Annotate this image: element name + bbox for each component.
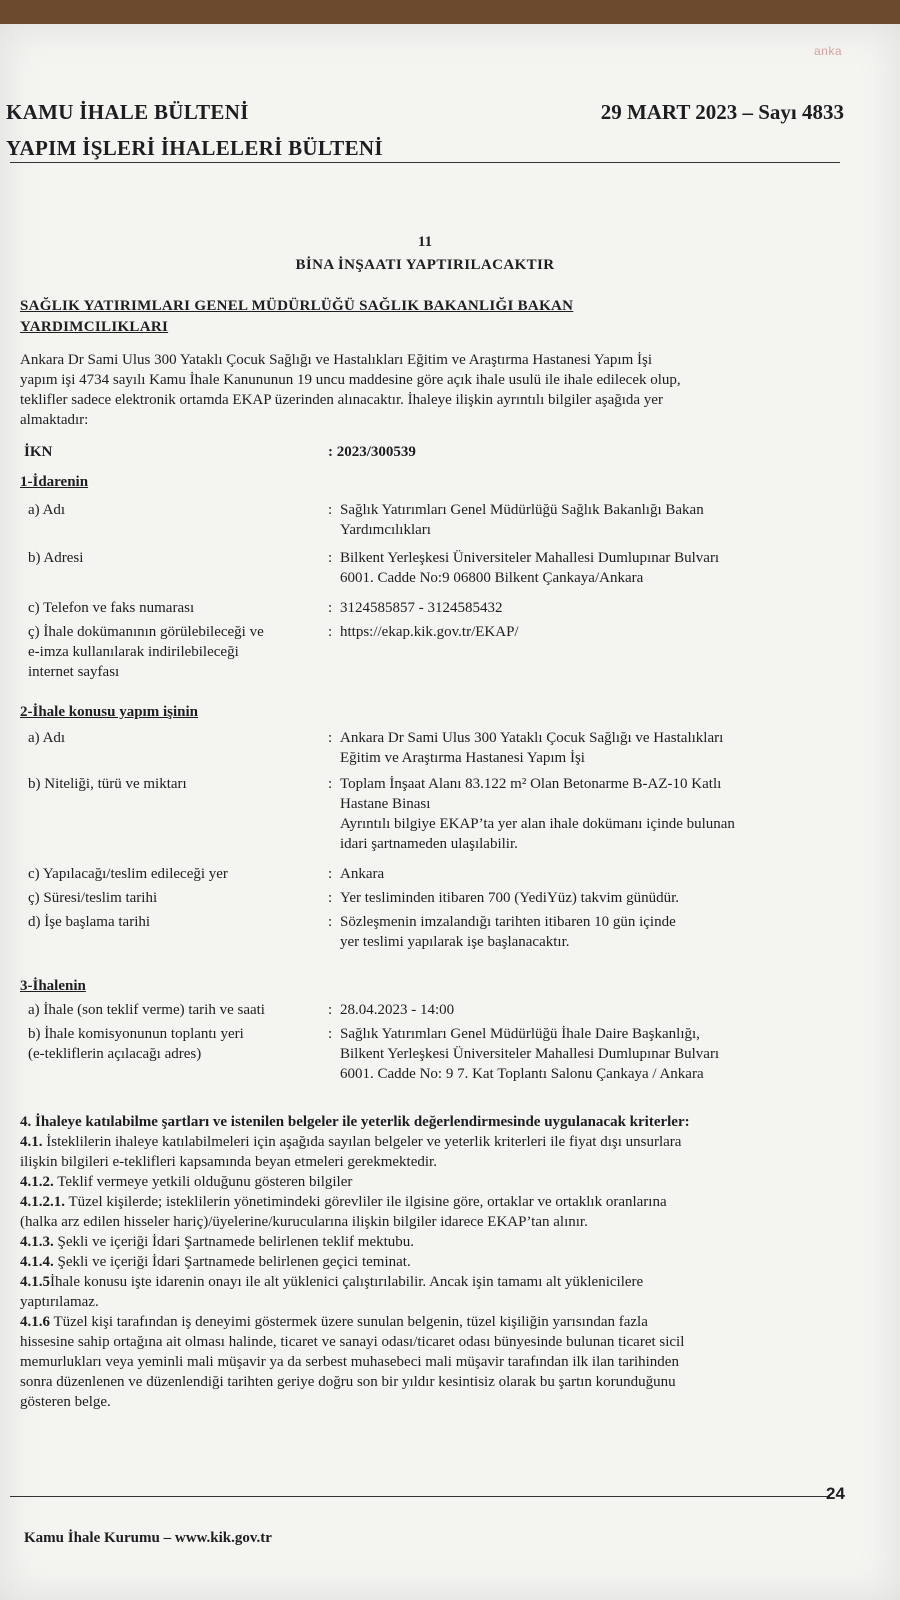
clause-4-1: 4.1. İsteklilerin ihaleye katılabilmeleri için aşağıda sayılan belgeler ve yeterlik kriterleri ile fiyat dışı unsurlara — [20, 1134, 682, 1150]
section-3-heading: 3-İhalenin — [20, 978, 86, 994]
ikn-label: İKN — [24, 444, 53, 460]
footer-divider — [10, 1496, 830, 1497]
page-number: 24 — [826, 1484, 845, 1503]
section-1-heading: 1-İdarenin — [20, 474, 89, 490]
clause-4-1-5: 4.1.5İhale konusu işte idarenin onayı ile alt yüklenici çalıştırılabilir. Ancak işin tamamı alt yüklenicilere — [20, 1274, 644, 1290]
clause-4-1-3: 4.1.3. Şekli ve içeriği İdari Şartnamede belirlenen teklif mektubu. — [20, 1234, 415, 1250]
agency-heading: SAĞLIK YATIRIMLARI GENEL MÜDÜRLÜĞÜ SAĞLIK BAKANLIĞI BAKAN YARDIMCILIKLARI — [20, 298, 574, 335]
ekap-link[interactable]: https://ekap.kik.gov.tr/EKAP/ — [340, 624, 519, 640]
issue-date: 29 MART 2023 – Sayı 4833 — [600, 100, 844, 124]
section-4-body: 4. İhaleye katılabilme şartları ve istenilen belgeler ile yeterlik değerlendirmesinde uygulanacak kriterler: 4.1. İsteklilerin ihaleye katılabilmeleri için aşağıda sayılan belgeler ve yeterlik kriterleri ile fiyat dışı unsurlara ilişkin bilgileri e-teklifleri kapsamında beyan etmeleri gerekmektedir. 4.1.2. Teklif vermeye yetkili olduğunu gösteren bilgiler 4.1.2.1. Tüzel kişilerde; isteklilerin yönetimindeki görevliler ile ilgisine göre, ortaklar ve ortaklık oranlarına (halka arz edilen hisseler hariç)/üyelerine/kurucularına ilişkin bilgiler idarece EKAP’tan alınır. 4.1.3. Şekli ve içeriği İdari Şartnamede belirlenen teklif mektubu. 4.1.4. Şekli ve içeriği İdari Şartnamede belirlenen geçici teminat. 4.1.5İhale konusu işte idarenin onayı ile alt yüklenici çalıştırılabilir. Ancak işin tamamı alt yüklenicilere yaptırılamaz. 4.1.6 Tüzel kişi tarafından iş deneyimi göstermek üzere sunulan belgenin, tüzel kişiliğin yarısından fazla hissesine sahip ortağına ait olması halinde, ticaret ve sanayi odası/ticaret odası bünyesinde bulunan ticaret sicil memurlukları veya yeminli mali müşavir ya da serbest muhasebeci mali müşavir tarafından ilk ilan tarihinden sonra düzenlenen ve düzenlendiği tarihten geriye doğru son bir yıldır kesintisiz olarak bu şartın korunduğunu gösteren belge. — [20, 1112, 850, 1412]
row-3b: b) İhale komisyonunun toplantı yeri (e-tekliflerin açılacağı adres) : Sağlık Yatırımları Genel Müdürlüğü İhale Daire Başkanlığı, Bilkent Yerleşkesi Üniversiteler Mahallesi Dumlupınar Bulvarı 6001. Cadde No: 9 7. Kat Toplantı Salonu Çankaya / Ankara — [28, 1026, 720, 1082]
row-2a: a) Adı : Ankara Dr Sami Ulus 300 Yataklı Çocuk Sağlığı ve Hastalıkları Eğitim ve Araştırma Hastanesi Yapım İşi — [28, 730, 724, 766]
row-2b: b) Niteliği, türü ve miktarı : Toplam İnşaat Alanı 83.122 m² Olan Betonarme B-AZ-10 Katlı Hastane Binası Ayrıntılı bilgiye EKAP’ta yer alan ihale dokümanı içinde bulunan idari şartnameden ulaşılabilir. — [28, 776, 735, 852]
row-1b: b) Adresi : Bilkent Yerleşkesi Üniversiteler Mahallesi Dumlupınar Bulvarı 6001. Cadde No:9 06800 Bilkent Çankaya/Ankara — [28, 550, 720, 586]
watermark: anka — [814, 44, 843, 58]
section-number: 11 — [417, 234, 433, 250]
clause-4-1-2: 4.1.2. Teklif vermeye yetkili olduğunu gösteren bilgiler — [20, 1174, 353, 1190]
row-1cc: ç) İhale dokümanının görülebileceği ve e-imza kullanılarak indirilebileceği internet sayfası : https://ekap.kik.gov.tr/EKAP/ — [0, 622, 850, 684]
section-2-heading: 2-İhale konusu yapım işinin — [20, 704, 198, 720]
bulletin-title: KAMU İHALE BÜLTENİ — [6, 100, 249, 124]
clause-4-1-4: 4.1.4. Şekli ve içeriği İdari Şartnamede belirlenen geçici teminat. — [20, 1254, 411, 1270]
footer-text: Kamu İhale Kurumu – www.kik.gov.tr — [24, 1530, 272, 1546]
document-page: anka KAMU İHALE BÜLTENİ YAPIM İŞLERİ İHALELERİ BÜLTENİ 29 MART 2023 – Sayı 4833 11 BİNA İNŞAATI YAPTIRILACAKTIR SAĞLIK YATIRIMLARI GENEL MÜDÜRLÜĞÜ SAĞLIK BAKANLIĞI BAKAN YARDIMCILIKLARI Ankara Dr Sami Ulus 300 Yataklı Çocuk Sağlığı ve Hastalıkları Eğitim ve Araştırma Hastanesi Yapım İşi yapım işi 4734 sayılı Kamu İhale Kanununun 19 uncu maddesine göre açık ihale usulü ile ihale edilecek olup, teklifler sadece elektronik ortamda EKAP üzerinden alınacaktır. İhaleye ilişkin ayrıntılı bilgiler aşağıda yer almaktadır: İKN : 2023/300539 1-İdarenin a) Adı : Sağlık Yatırımları Genel Müdürlüğü Sağlık Bakanlığı Bakan Yardımcılıkları b) Adresi : Bilkent Yerleşkesi Üniversiteler Mahallesi Dumlupınar Bulvarı 6001. Cadde No:9 06800 Bilkent Çankaya/Ankara c) Telefon ve faks numarası : 3124585857 - 3124585432 ç) İhale dokümanının görülebileceği ve e-imza kullanılarak indirilebileceği internet sayfası : https://ekap.kik.gov.tr/EKAP/ 2-İhale konusu yapım işinin a) Adı : Ankara Dr Sami Ulus 300 Yataklı Çocuk Sağlığı ve Hastalıkları Eğitim ve Araştırma Hastanesi Yapım İşi b) Niteliği, türü ve miktarı : Toplam İnşaat Alanı 83.122 m² Olan Betonarme B-AZ-10 Katlı Hastane Binası Ayrıntılı bilgiye EKAP’ta yer alan ihale dokümanı içinde bulunan idari şartnameden ulaşılabilir. c) Yapılacağı/teslim edileceği yer : Ankara ç) Süresi/teslim tarihi : Yer tesliminden itibaren 700 (YediYüz) takvim günüdür. d) İşe başlama tarihi : Sözleşmenin imzalandığı tarihten itibaren 10 gün içinde yer teslimi yapılarak işe başlanacaktır. 3-İhalenin a) İhale (son teklif verme) tarih ve saati : 28.04.2023 - 14:00 b) İhale komisyonunun toplantı yeri (e-tekliflerin açılacağı adres) : Sağlık Yatırımları Genel Müdürlüğü İhale Daire Başkanlığı, Bilkent Yerleşkesi Üniversiteler Mahallesi Dumlupınar Bulvarı 6001. Cadde No: 9 7. Kat Toplantı Salonu Çankaya / Ankara 4. İhaleye katılabilme şartları ve istenilen belgeler ile yeterlik değerlendirmesinde uygulanacak kriterler: 4.1. İsteklilerin ihaleye katılabilmeleri için aşağıda sayılan belgeler ve yeterlik kriterleri ile fiyat dışı unsurlara ilişkin bilgileri e-teklifleri kapsamında beyan etmeleri gerekmektedir. 4.1.2. Teklif vermeye yetkili olduğunu gösteren bilgiler 4.1.2.1. Tüzel kişilerde; isteklilerin yönetimindeki görevliler ile ilgisine göre, ortaklar ve ortaklık oranlarına (halka arz edilen hisseler hariç)/üyelerine/kurucularına ilişkin bilgiler idarece EKAP’tan alınır. 4.1.3. Şekli ve içeriği İdari Şartnamede belirlenen teklif mektubu. 4.1.4. Şekli ve içeriği İdari Şartnamede belirlenen geçici teminat. 4.1.5İhale konusu işte idarenin onayı ile alt yüklenici çalıştırılabilir. Ancak işin tamamı alt yüklenicilere yaptırılamaz. 4.1.6 Tüzel kişi tarafından iş deneyimi göstermek üzere sunulan belgenin, tüzel kişiliğin yarısından fazla hissesine sahip ortağına ait olması halinde, ticaret ve sanayi odası/ticaret odası bünyesinde bulunan ticaret sicil memurlukları veya yeminli mali müşavir ya da serbest muhasebeci mali müşavir tarafından ilk ilan tarihinden sonra düzenlenen ve düzenlendiği tarihten geriye doğru son bir yıldır kesintisiz olarak bu şartın korunduğunu gösteren belge. 24 Kamu İhale Kurumu – www.kik.gov.tr — [0, 24, 900, 1600]
header-divider — [10, 162, 840, 163]
bulletin-subtitle: YAPIM İŞLERİ İHALELERİ BÜLTENİ — [6, 136, 383, 160]
section-4-heading: 4. İhaleye katılabilme şartları ve istenilen belgeler ile yeterlik değerlendirmesinde uygulanacak kriterler: — [20, 1114, 690, 1130]
ikn-value: : 2023/300539 — [328, 444, 416, 460]
section-title: BİNA İNŞAATI YAPTIRILACAKTIR — [295, 257, 555, 273]
clause-4-1-6: 4.1.6 Tüzel kişi tarafından iş deneyimi göstermek üzere sunulan belgenin, tüzel kişiliğin yarısından fazla — [20, 1314, 648, 1330]
row-2d: d) İşe başlama tarihi : Sözleşmenin imzalandığı tarihten itibaren 10 gün içinde yer teslimi yapılarak işe başlanacaktır. — [28, 914, 676, 950]
intro-paragraph: Ankara Dr Sami Ulus 300 Yataklı Çocuk Sağlığı ve Hastalıkları Eğitim ve Araştırma Hastanesi Yapım İşi yapım işi 4734 sayılı Kamu İhale Kanununun 19 uncu maddesine göre açık ihale usulü ile ihale edilecek olup, teklifler sadece elektronik ortamda EKAP üzerinden alınacaktır. İhaleye ilişkin ayrıntılı bilgiler aşağıda yer almaktadır: — [20, 352, 681, 428]
bulletin-header — [6, 94, 383, 166]
row-1a: a) Adı : Sağlık Yatırımları Genel Müdürlüğü Sağlık Bakanlığı Bakan Yardımcılıkları — [28, 502, 704, 538]
clause-4-1-2-1: 4.1.2.1. Tüzel kişilerde; isteklilerin yönetimindeki görevliler ile ilgisine göre, ortaklar ve ortaklık oranlarına — [20, 1194, 667, 1210]
